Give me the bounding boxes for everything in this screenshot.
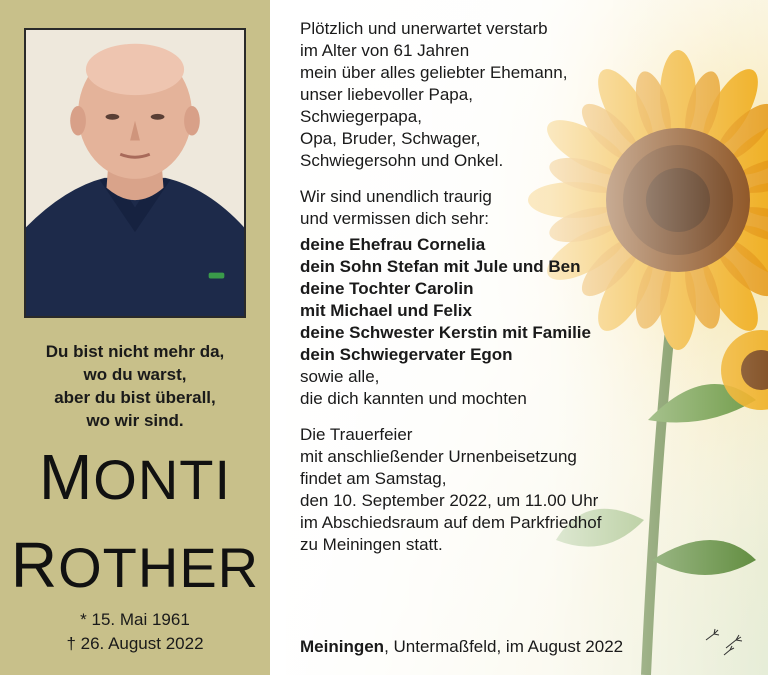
text-line: Schwiegersohn und Onkel. <box>300 151 504 170</box>
mourner-line: deine Schwester Kerstin mit Familie <box>300 323 591 342</box>
funeral-block <box>300 424 760 556</box>
text-line: unser liebevoller Papa, <box>300 85 473 104</box>
life-dates <box>0 608 270 656</box>
portrait-photo <box>26 30 244 316</box>
text-line: zu Meiningen statt. <box>300 535 443 554</box>
memorial-quote <box>0 340 270 432</box>
death-date: † 26. August 2022 <box>66 634 204 653</box>
text-line: sowie alle, <box>300 367 380 386</box>
text-line: Die Trauerfeier <box>300 425 413 444</box>
mourner-line: dein Schwiegervater Egon <box>300 345 513 364</box>
portrait-frame <box>24 28 246 318</box>
text-line: mein über alles geliebter Ehemann, <box>300 63 568 82</box>
divider <box>270 0 286 675</box>
signature-place: Meiningen <box>300 637 385 656</box>
mourner-line: deine Tochter Carolin <box>300 279 474 298</box>
text-line: mit anschließender Urnenbeisetzung <box>300 447 577 466</box>
mourner-line: dein Sohn Stefan mit Jule und Ben <box>300 257 581 276</box>
text-line: die dich kannten und mochten <box>300 389 527 408</box>
mourner-line: mit Michael und Felix <box>300 301 472 320</box>
text-line: und vermissen dich sehr: <box>300 209 489 228</box>
announcement-block <box>300 18 760 172</box>
birth-date: * 15. Mai 1961 <box>80 610 190 629</box>
mourners-block <box>300 186 760 410</box>
deceased-last-name: ROTHER <box>10 529 260 601</box>
quote-line: Du bist nicht mehr da, <box>45 342 225 361</box>
text-line: Schwiegerpapa, <box>300 107 422 126</box>
text-line: im Abschiedsraum auf dem Parkfriedhof <box>300 513 602 532</box>
quote-line: wo du warst, <box>83 365 187 384</box>
signature-rest: , Untermaßfeld, im August 2022 <box>384 637 624 656</box>
side-panel <box>0 0 270 675</box>
text-line: Plötzlich und unerwartet verstarb <box>300 19 548 38</box>
text-line: Opa, Bruder, Schwager, <box>300 129 481 148</box>
signature-line <box>300 636 623 658</box>
notice-text <box>300 18 760 570</box>
quote-line: wo wir sind. <box>86 411 184 430</box>
mourner-line: deine Ehefrau Cornelia <box>300 235 486 254</box>
text-line: den 10. September 2022, um 11.00 Uhr <box>300 491 599 510</box>
quote-line: aber du bist überall, <box>54 388 216 407</box>
text-line: findet am Samstag, <box>300 469 447 488</box>
text-line: Wir sind unendlich traurig <box>300 187 492 206</box>
text-line: im Alter von 61 Jahren <box>300 41 470 60</box>
deceased-first-name: MONTI <box>38 441 232 513</box>
main-panel <box>286 0 768 675</box>
